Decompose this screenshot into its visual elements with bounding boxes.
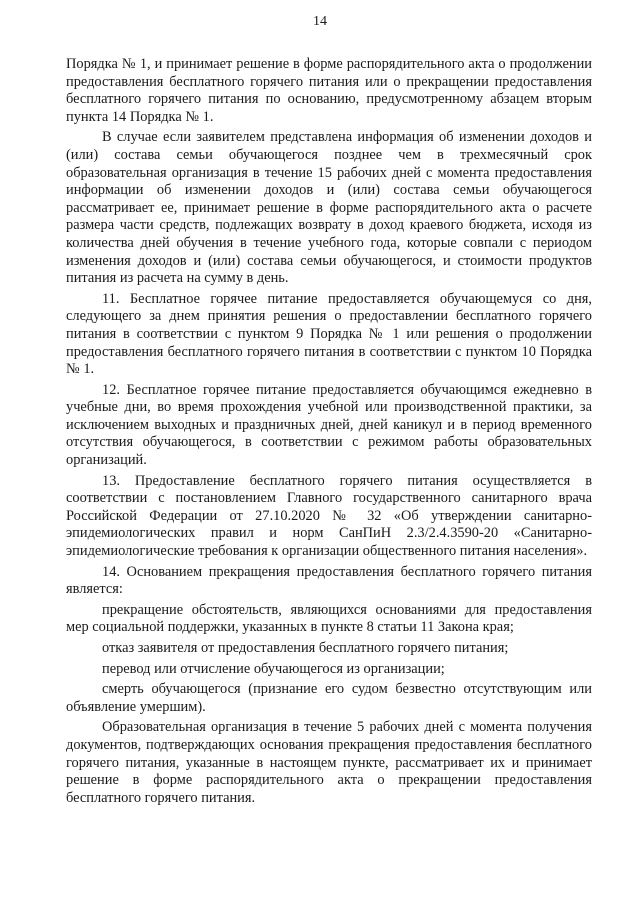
list-item-termination-of-circumstances: прекращение обстоятельств, являющихся основаниями для предоставления мер социальной поддержки, указанных в пункте 8 статьи 11 Закона края;: [66, 601, 592, 636]
list-item-transfer-or-expulsion: перевод или отчисление обучающегося из организации;: [102, 660, 445, 677]
paragraph-12: 12. Бесплатное горячее питание предоставляется обучающимся ежедневно в учебные дни, во время прохождения учебной или производственной практики, за исключением выходных и праздничных дней, дней каникул и в период временного отсутствия обучающегося, в соответствии с режимом работы образовательных организаций.: [66, 381, 592, 469]
paragraph-11: 11. Бесплатное горячее питание предоставляется обучающемуся со дня, следующего за днем принятия решения о предоставлении бесплатного горячего питания в соответствии с пунктом 9 Порядка № 1 или решения о продолжении предоставления бесплатного горячего питания в соответствии с пунктом 10 Порядка № 1.: [66, 290, 592, 378]
paragraph-14: 14. Основанием прекращения предоставления бесплатного горячего питания является:: [66, 563, 592, 598]
paragraph-termination-decision: Образовательная организация в течение 5 рабочих дней с момента получения документов, подтверждающих основания прекращения предоставления бесплатного горячего питания, указанные в настоящем пункте, рассматривает их и принимает решение в форме распорядительного акта о прекращении предоставления бесплатного горячего питания.: [66, 719, 592, 806]
list-item-applicant-refusal: отказ заявителя от предоставления бесплатного горячего питания;: [102, 640, 509, 656]
document-body: [66, 56, 592, 810]
list-item-death: смерть обучающегося (признание его судом безвестно отсутствующим или объявление умершим).: [66, 681, 592, 715]
page-number: 14: [313, 14, 327, 29]
paragraph-13: 13. Предоставление бесплатного горячего питания осуществляется в соответствии с постановлением Главного государственного санитарного врача Российской Федерации от 27.10.2020 № 32 «Об утверждении санитарно-эпидемиологических правил и норм СанПиН 2.3/2.4.3590-20 «Санитарно-эпидемиологические требования к организации общественного питания населения».: [66, 472, 592, 560]
paragraph-income-change: В случае если заявителем представлена информация об изменении доходов и (или) состава семьи обучающегося позднее чем в трехмесячный срок образовательная организация в течение 15 рабочих дней с момента предоставления информации об изменении доходов и (или) состава семьи обучающегося рассматривает ее, принимает решение в форме распорядительного акта о расчете размера части средств, подлежащих возврату в доход краевого бюджета, исходя из количества дней обучения в течение учебного года, которые совпали с периодом изменения доходов и (или) состава семьи обучающегося, и стоимости продуктов питания из расчета на сумму в день.: [66, 129, 592, 287]
paragraph-continuation: Порядка № 1, и принимает решение в форме распорядительного акта о продолжении предоставления бесплатного горячего питания или о прекращении предоставления бесплатного горячего питания по основанию, предусмотренному абзацем вторым пункта 14 Порядка № 1.: [66, 56, 592, 125]
